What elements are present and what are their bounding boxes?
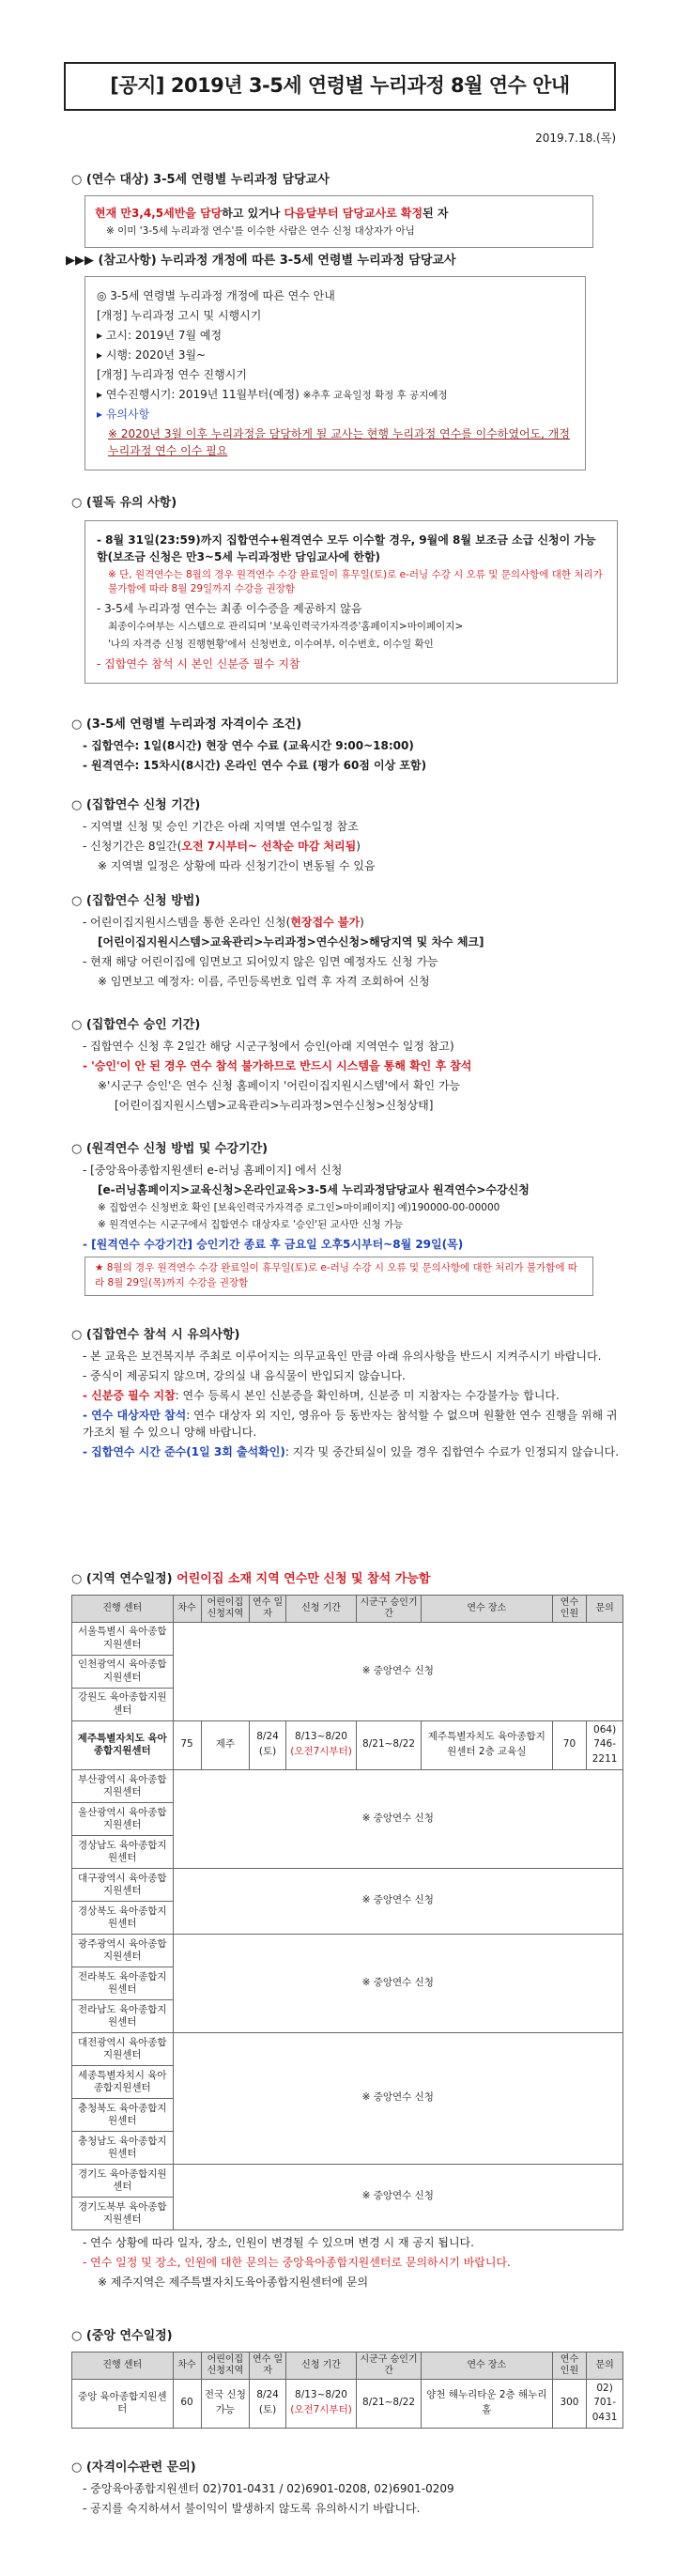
schedule-note: - 연수 상황에 따라 일자, 장소, 인원이 변경될 수 있으며 변경 시 재 공지 됩니다. bbox=[83, 2235, 474, 2249]
table-row bbox=[72, 2164, 623, 2197]
target-next: 다음달부터 담당교사로 확정 bbox=[284, 206, 423, 220]
online-path: [e-러닝홈페이지>교육신청>온라인교육>3-5세 누리과정담당교사 원격연수>수강신청 bbox=[98, 1182, 530, 1196]
must-read-line: - 8월 31일(23:59)까지 집합연수+원격연수 모두 이수할 경우, 9월에 8월 보조금 소급 신청이 가능함(보조금 신청은 만3~5세 누리과정반 담임교사에 한함) bbox=[97, 532, 596, 563]
col-header: 신청 기간 bbox=[285, 1595, 356, 1622]
center-cell: 경상남도 육아종합지원센터 bbox=[72, 1835, 174, 1868]
center-cell: 대전광역시 육아종합지원센터 bbox=[72, 2032, 174, 2065]
center-cell: 경기도 육아종합지원센터 bbox=[72, 2164, 174, 2197]
target-box bbox=[84, 195, 593, 249]
center-cell: 대구광역시 육아종합지원센터 bbox=[72, 1868, 174, 1901]
col-header: 연수 장소 bbox=[421, 1595, 552, 1622]
ref-line-note: ※추후 교육일정 확정 후 공지예정 bbox=[302, 389, 448, 401]
contact-line: - 공지를 숙지하셔서 불이익이 발생하지 않도록 유의하시기 바랍니다. bbox=[83, 2501, 421, 2515]
section-approval bbox=[71, 1016, 622, 1117]
ref-line: [개정] 누리과정 고시 및 시행시기 bbox=[97, 308, 262, 322]
center-cell: 울산광역시 육아종합지원센터 bbox=[72, 1802, 174, 1835]
approval-path: [어린이집지원시스템>교육관리>누리과정>연수신청>신청상태] bbox=[115, 1098, 434, 1112]
approval-line: - 집합연수 신청 후 2일간 해당 시군구청에서 승인(아래 지역연수 일정 참고) bbox=[83, 1039, 454, 1053]
must-read-line: - 집합연수 참석 시 본인 신분증 필수 지참 bbox=[97, 656, 300, 671]
date-cell: 8/24 (토) bbox=[250, 1720, 286, 1769]
method-line: - 어린이집지원시스템을 통한 온라인 신청( bbox=[83, 915, 291, 929]
schedule-note: - 연수 일정 및 장소, 인원에 대한 문의는 중앙육아종합지원센터로 문의하시기 바랍니다. bbox=[83, 2255, 511, 2269]
col-header: 진행 센터 bbox=[72, 1595, 174, 1622]
apply-highlight: 오전 7시부터~ 선착순 마감 처리됨 bbox=[181, 839, 357, 853]
section-heading: ▶▶▶ (참고사항) 누리과정 개정에 따른 3-5세 연령별 누리과정 담당교사 bbox=[66, 254, 456, 268]
apply-line-end: ) bbox=[356, 839, 361, 853]
section-heading: ○ (집합연수 신청 기간) bbox=[71, 798, 201, 812]
section-apply-method bbox=[71, 892, 622, 993]
section-target bbox=[71, 171, 622, 248]
central-note-cell: ※ 중앙연수 신청 bbox=[173, 1934, 623, 2032]
apply-dates: 8/13~8/20 bbox=[295, 1731, 347, 1743]
center-cell: 부산광역시 육아종합지원센터 bbox=[72, 1769, 174, 1802]
section-heading: ○ (자격이수관련 문의) bbox=[71, 2460, 196, 2475]
people-cell: 300 bbox=[552, 2379, 587, 2428]
col-header: 어린이집 신청지역 bbox=[201, 2352, 250, 2379]
ref-line: ▸ 유의사항 bbox=[97, 408, 150, 422]
condition-line: - 원격연수: 15차시(8시간) 온라인 연수 수료 (평가 60점 이상 포함) bbox=[83, 758, 427, 772]
must-read-box bbox=[84, 520, 618, 684]
center-cell: 전라남도 육아종합지원센터 bbox=[72, 1999, 174, 2032]
section-attendance bbox=[71, 1326, 622, 1463]
online-note: ※ 집합연수 신청번호 확인 [보육인력국가자격증 로그인>마이페이지] 예)190000-00-00000 bbox=[98, 1201, 500, 1213]
section-heading: ○ (집합연수 참석 시 유의사항) bbox=[71, 1328, 240, 1342]
attendance-line: - 중식이 제공되지 않으며, 강의실 내 음식물이 반입되지 않습니다. bbox=[83, 1368, 406, 1382]
apply-cell bbox=[285, 2379, 356, 2428]
must-read-line: ※ 단, 원격연수는 8월의 경우 원격연수 수강 완료일이 휴무일(토)로 e-러닝 수강 시 오류 및 문의사항에 대한 처리가 불가함에 따라 8월 29일까지 수강을 권장함 bbox=[108, 568, 603, 595]
people-cell: 70 bbox=[552, 1720, 587, 1769]
approval-warning: - '승인'이 안 된 경우 연수 참석 불가하므로 반드시 시스템을 통해 확인 후 참석 bbox=[83, 1058, 472, 1072]
apply-dates: 8/13~8/20 bbox=[295, 2389, 347, 2401]
center-cell: 서울특별시 육아종합지원센터 bbox=[72, 1622, 174, 1655]
approve-cell: 8/21~8/22 bbox=[357, 2379, 422, 2428]
table-row bbox=[72, 1868, 623, 1901]
col-header: 연수 장소 bbox=[421, 2352, 552, 2379]
method-line-end: ) bbox=[360, 915, 364, 929]
col-header: 진행 센터 bbox=[72, 2352, 174, 2379]
center-cell: 광주광역시 육아종합지원센터 bbox=[72, 1934, 174, 1967]
approval-note: ※'시군구 승인'은 연수 신청 홈페이지 '어린이집지원시스템'에서 확인 가능 bbox=[98, 1078, 461, 1092]
attendance-key: - 집합연수 시간 준수(1일 3회 출석확인) bbox=[83, 1444, 285, 1458]
notice-date: 2019.7.18.(목) bbox=[535, 131, 616, 145]
center-cell: 세종특별자치시 육아종합지원센터 bbox=[72, 2065, 174, 2098]
section-heading-note: 어린이집 소재 지역 연수만 신청 및 참석 가능함 bbox=[177, 1572, 431, 1586]
section-heading: ○ (3-5세 연령별 누리과정 자격이수 조건) bbox=[71, 717, 302, 732]
attendance-key: - 연수 대상자만 참석 bbox=[83, 1408, 187, 1422]
method-note: ※ 임면보고 예정자: 이름, 주민등록번호 입력 후 자격 조회하여 신청 bbox=[98, 974, 430, 988]
table-header-row bbox=[72, 2352, 623, 2379]
section-online bbox=[71, 1140, 622, 1296]
must-read-line: '나의 자격증 신청 진행현황'에서 신청번호, 이수여부, 이수번호, 이수일 확인 bbox=[108, 638, 434, 650]
must-read-line: 최종이수여부는 시스템으로 관리되며 '보육인력국가자격증'홈페이지>마이페이지> bbox=[108, 621, 464, 632]
center-cell: 충청남도 육아종합지원센터 bbox=[72, 2131, 174, 2164]
table-row bbox=[72, 2032, 623, 2065]
method-highlight: 현장접수 불가 bbox=[290, 915, 361, 929]
section-heading: ○ (연수 대상) 3-5세 연령별 누리과정 담당교사 bbox=[71, 173, 330, 187]
section-heading: ○ (필독 유의 사항) bbox=[71, 496, 177, 510]
attendance-line: : 지각 및 중간퇴실이 있을 경우 집합연수 수료가 인정되지 않습니다. bbox=[284, 1444, 620, 1458]
reference-box bbox=[84, 276, 586, 471]
central-note-cell: ※ 중앙연수 신청 bbox=[173, 2032, 623, 2164]
place-cell: 양천 해누리타운 2층 해누리홀 bbox=[421, 2379, 552, 2428]
date-cell: 8/24 (토) bbox=[250, 2379, 286, 2428]
central-note-cell: ※ 중앙연수 신청 bbox=[173, 1868, 623, 1934]
col-header: 시군구 승인기간 bbox=[357, 2352, 422, 2379]
contact-cell: 064) 746-2211 bbox=[587, 1720, 623, 1769]
method-line: - 현재 해당 어린이집에 임면보고 되어있지 않은 임면 예정자도 신청 가능 bbox=[83, 954, 438, 968]
central-note-cell: ※ 중앙연수 신청 bbox=[173, 1769, 623, 1868]
attendance-key: - 신분증 필수 지참 bbox=[83, 1388, 176, 1402]
apply-cell bbox=[285, 1720, 356, 1769]
online-period: - [원격연수 수강기간] 승인기간 종료 후 금요일 오후5시부터~8월 29일(목) bbox=[83, 1238, 464, 1251]
col-header: 차수 bbox=[173, 2352, 201, 2379]
online-note: ※ 원격연수는 시군구에서 집합연수 대상자로 '승인'된 교사만 신청 가능 bbox=[98, 1219, 404, 1231]
section-regional-schedule bbox=[71, 1570, 623, 2293]
target-current: 현재 만3,4,5세반을 담당 bbox=[95, 206, 223, 220]
section-central-schedule bbox=[71, 2327, 623, 2429]
ref-line: ▸ 연수진행시기: 2019년 11월부터(예정) bbox=[97, 387, 300, 401]
online-line: - [중앙육아종합지원센터 e-러닝 홈페이지] 에서 신청 bbox=[83, 1163, 343, 1177]
must-read-line: - 3-5세 누리과정 연수는 최종 이수증을 제공하지 않음 bbox=[97, 602, 362, 615]
round-cell: 75 bbox=[173, 1720, 201, 1769]
section-heading: ○ (지역 연수일정) bbox=[71, 1572, 177, 1586]
section-heading: ○ (집합연수 신청 방법) bbox=[71, 894, 201, 908]
col-header: 연수 인원 bbox=[552, 1595, 587, 1622]
col-header: 어린이집 신청지역 bbox=[201, 1595, 250, 1622]
apply-line: - 신청기간은 8일간( bbox=[83, 839, 182, 853]
target-mid: 하고 있거나 bbox=[222, 206, 284, 220]
center-cell: 제주특별자치도 육아종합지원센터 bbox=[72, 1720, 174, 1769]
page-title: [공지] 2019년 3-5세 연령별 누리과정 8월 연수 안내 bbox=[64, 62, 616, 111]
col-header: 차수 bbox=[173, 1595, 201, 1622]
contact-line: - 중앙육아종합지원센터 02)701-0431 / 02)6901-0208, 02)6901-0209 bbox=[83, 2481, 454, 2495]
section-reference bbox=[66, 252, 622, 470]
condition-line: - 집합연수: 1일(8시간) 현장 연수 수료 (교육시간 9:00~18:00) bbox=[83, 738, 414, 752]
apply-line: - 지역별 신청 및 승인 기간은 아래 지역별 연수일정 참조 bbox=[83, 819, 359, 833]
region-cell: 제주 bbox=[201, 1720, 250, 1769]
col-header: 시군구 승인기간 bbox=[357, 1595, 422, 1622]
ref-line: ▸ 고시: 2019년 7월 예정 bbox=[97, 328, 223, 342]
section-heading: ○ (집합연수 승인 기간) bbox=[71, 1018, 201, 1032]
col-header: 문의 bbox=[587, 2352, 623, 2379]
center-cell: 충청북도 육아종합지원센터 bbox=[72, 2098, 174, 2131]
ref-line: ▸ 시행: 2020년 3월~ bbox=[97, 347, 207, 362]
central-table bbox=[71, 2352, 623, 2429]
target-end: 된 자 bbox=[422, 206, 449, 220]
center-cell: 경상북도 육아종합지원센터 bbox=[72, 1901, 174, 1934]
attendance-line: : 연수 등록시 본인 신분증을 확인하며, 신분증 미 지참자는 수강불가능 합니다. bbox=[175, 1388, 560, 1402]
central-note-cell: ※ 중앙연수 신청 bbox=[173, 2164, 623, 2229]
place-cell: 제주특별자치도 육아종합지원센터 2층 교육실 bbox=[421, 1720, 552, 1769]
table-header-row bbox=[72, 1595, 623, 1622]
ref-line: ◎ 3-5세 연령별 누리과정 개정에 따른 연수 안내 bbox=[97, 288, 335, 302]
table-row bbox=[72, 1622, 623, 1655]
section-heading: ○ (원격연수 신청 방법 및 수강기간) bbox=[71, 1142, 269, 1156]
center-cell: 인천광역시 육아종합지원센터 bbox=[72, 1655, 174, 1688]
col-header: 연수 일자 bbox=[250, 2352, 286, 2379]
schedule-note: ※ 제주지역은 제주특별자치도육아종합지원센터에 문의 bbox=[98, 2275, 369, 2289]
region-cell: 전국 신청 가능 bbox=[201, 2379, 250, 2428]
attendance-line: - 본 교육은 보건복지부 주최로 이루어지는 의무교육인 만큼 아래 유의사항을 반드시 지켜주시기 바랍니다. bbox=[83, 1349, 602, 1363]
center-cell: 경기도북부 육아종합지원센터 bbox=[72, 2197, 174, 2229]
central-note-cell: ※ 중앙연수 신청 bbox=[173, 1622, 623, 1720]
contact-cell: 02) 701-0431 bbox=[587, 2379, 623, 2428]
table-row bbox=[72, 1934, 623, 1967]
table-row bbox=[72, 2379, 623, 2428]
section-heading: ○ (중앙 연수일정) bbox=[71, 2329, 173, 2343]
ref-line: [개정] 누리과정 연수 진행시기 bbox=[97, 367, 247, 381]
center-cell: 중앙 육아종합지원센터 bbox=[72, 2379, 174, 2428]
apply-time: (오전7시부터) bbox=[290, 1746, 352, 1758]
table-row bbox=[72, 1769, 623, 1802]
col-header: 문의 bbox=[587, 1595, 623, 1622]
col-header: 연수 인원 bbox=[552, 2352, 587, 2379]
ref-warning: ※ 2020년 3월 이후 누리과정을 담당하게 될 교사는 현행 누리과정 연수를 이수하였어도, 개정 누리과정 연수 이수 필요 bbox=[108, 427, 570, 458]
round-cell: 60 bbox=[173, 2379, 201, 2428]
section-must-read bbox=[71, 494, 622, 684]
table-row-jeju bbox=[72, 1720, 623, 1769]
center-cell: 전라북도 육아종합지원센터 bbox=[72, 1967, 174, 1999]
apply-note: ※ 지역별 일정은 상황에 따라 신청기간이 변동될 수 있음 bbox=[98, 858, 376, 872]
method-path: [어린이집지원시스템>교육관리>누리과정>연수신청>해당지역 및 차수 체크] bbox=[98, 934, 484, 949]
attendance-line: : 연수 대상자 외 지인, 영유아 등 동반자는 참석할 수 없으며 원활한 연수 진행을 위해 귀가조치 될 수 있으니 양해 바랍니다. bbox=[83, 1408, 618, 1439]
col-header: 연수 일자 bbox=[250, 1595, 286, 1622]
col-header: 신청 기간 bbox=[285, 2352, 356, 2379]
section-apply-period bbox=[71, 796, 622, 877]
center-cell: 강원도 육아종합지원센터 bbox=[72, 1688, 174, 1720]
online-warning: ★ 8월의 경우 원격연수 수강 완료일이 휴무일(토)로 e-러닝 수강 시 오류 및 문의사항에 대한 처리가 불가함에 따라 8월 29일(목)까지 수강을 권장함 bbox=[84, 1257, 593, 1296]
approve-cell: 8/21~8/22 bbox=[357, 1720, 422, 1769]
section-contact bbox=[71, 2459, 622, 2520]
target-note: ※ 이미 '3-5세 누리과정 연수'를 이수한 사람은 연수 신청 대상자가 아님 bbox=[106, 224, 415, 237]
apply-time: (오전7시부터) bbox=[290, 2404, 352, 2416]
section-conditions bbox=[71, 716, 622, 777]
regional-table bbox=[71, 1595, 623, 2230]
